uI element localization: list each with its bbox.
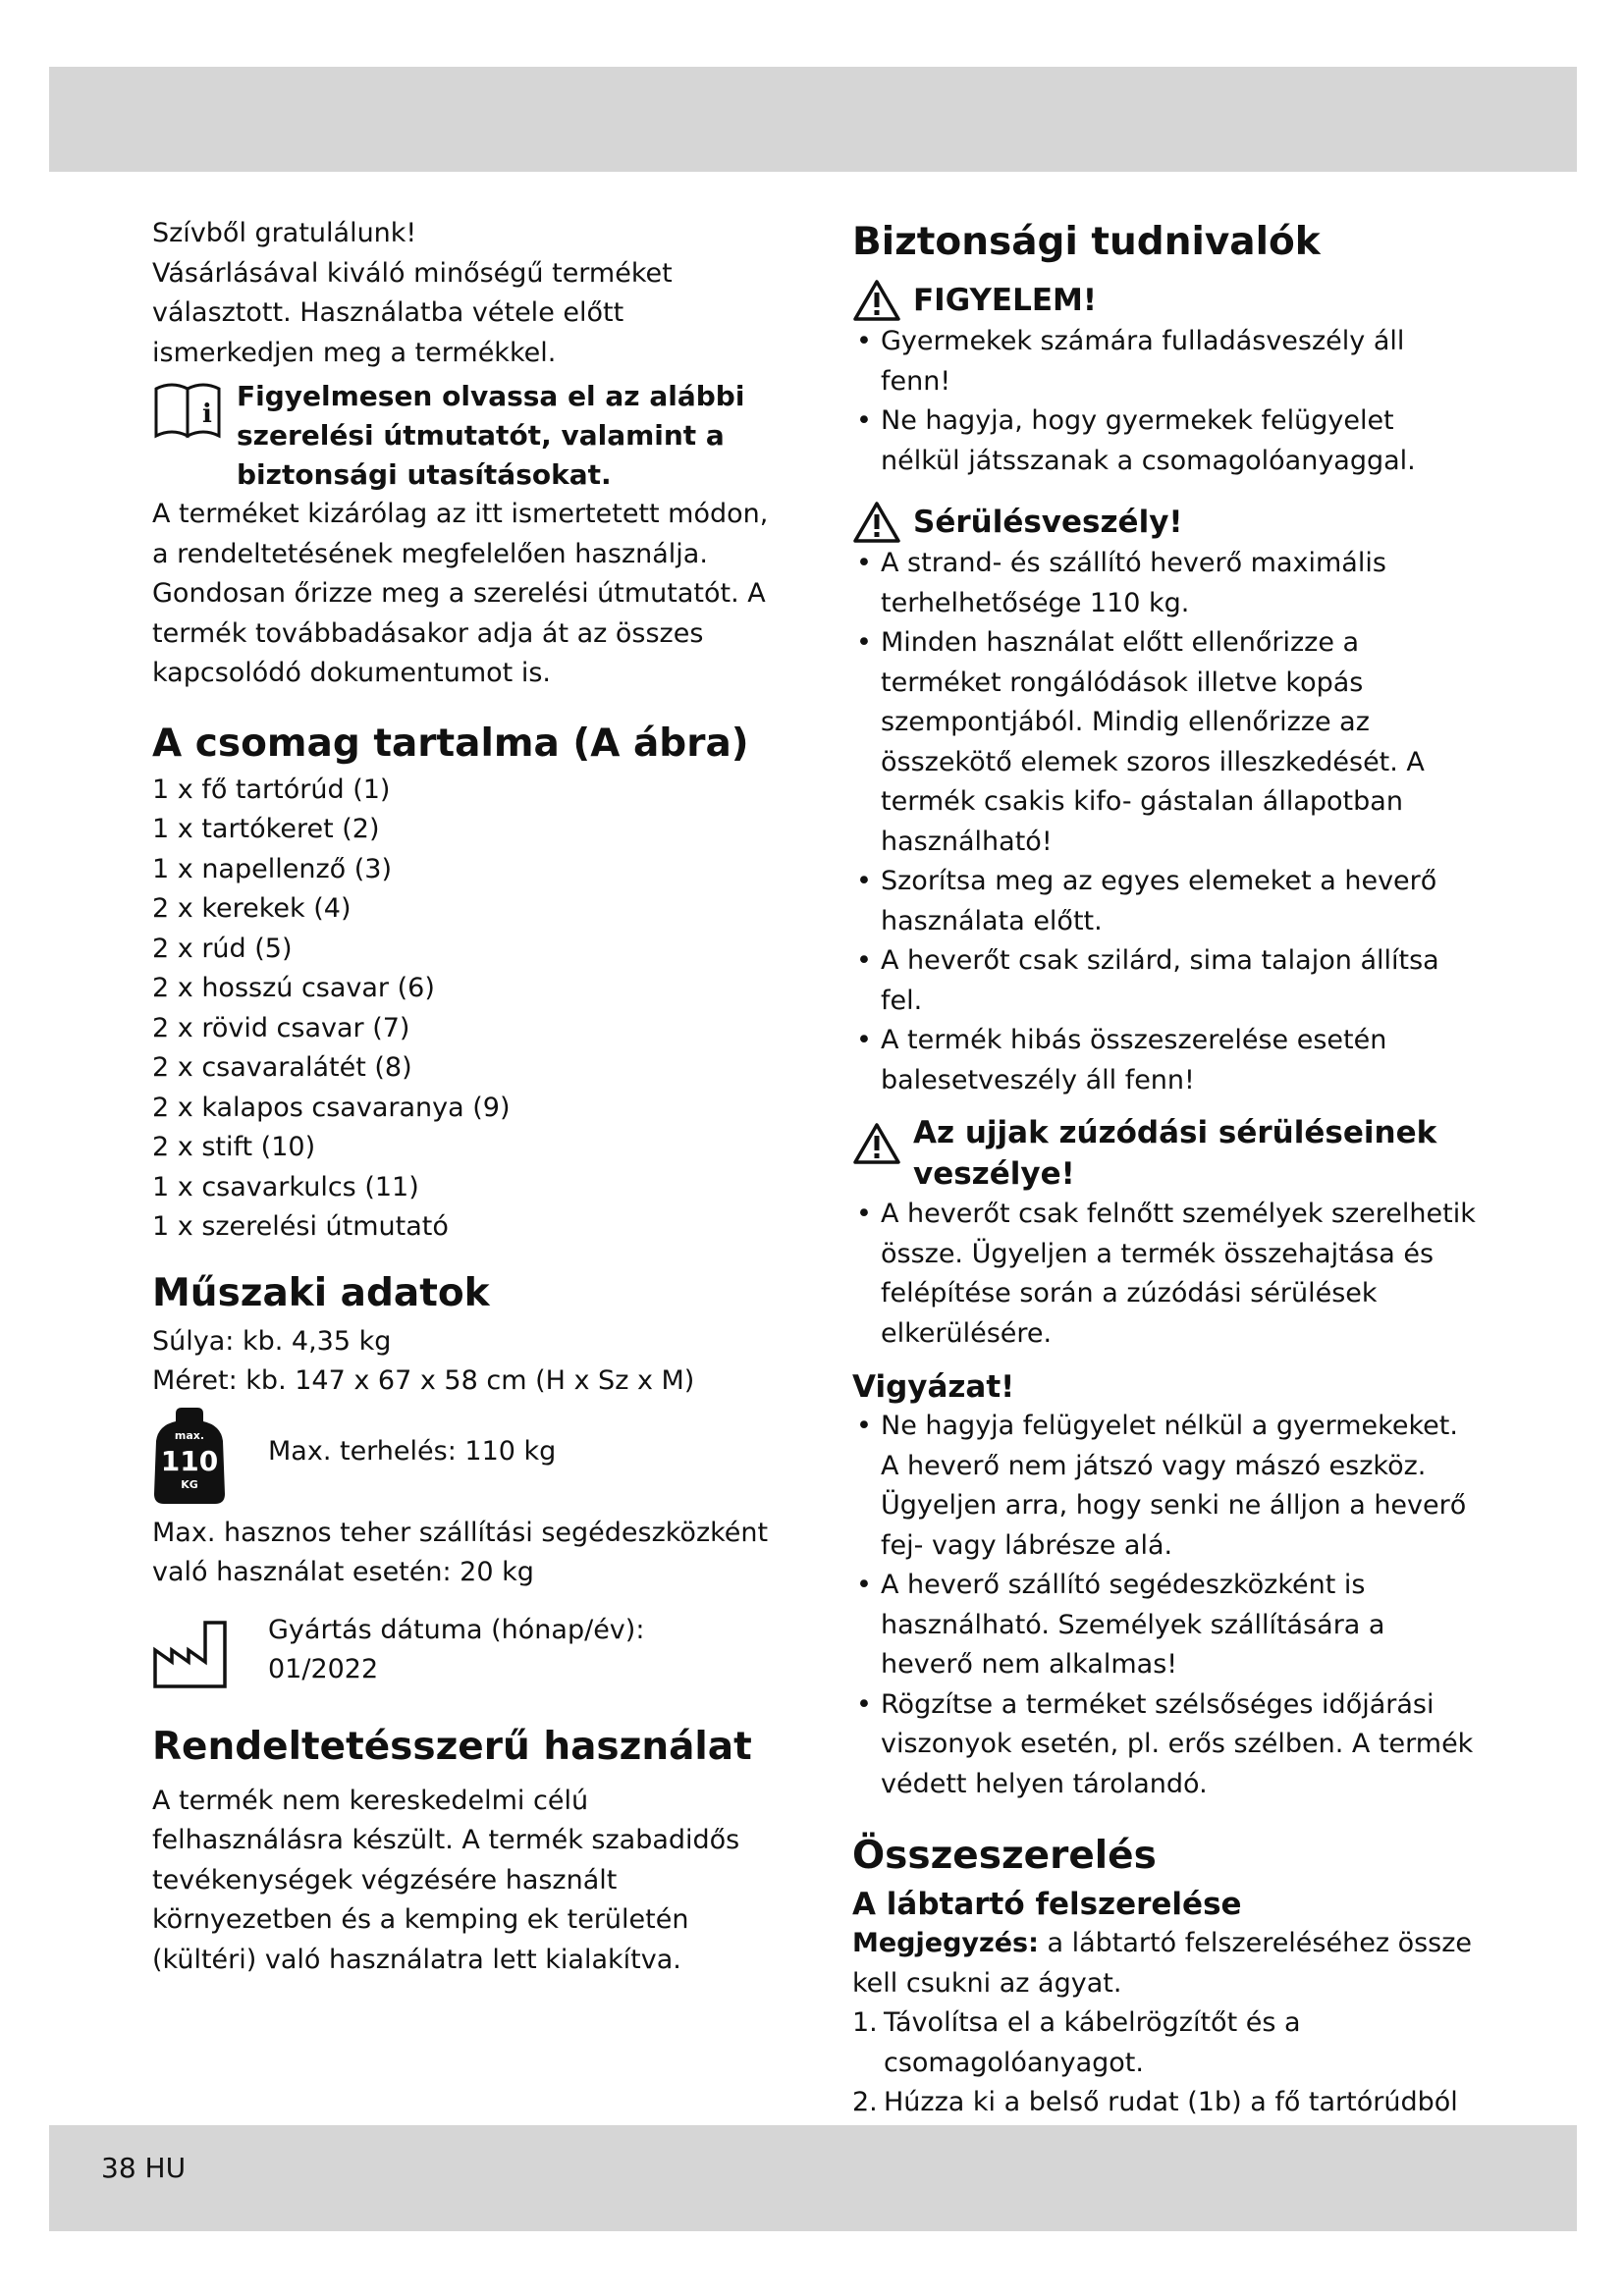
- assembly-note-text: a lábtartó felszereléséhez össze kell csukni az ágyat.: [852, 1928, 1473, 1999]
- step-text: Távolítsa el a kábelrögzítőt és a csomagolóanyagot.: [884, 2007, 1301, 2078]
- factory-icon: [152, 1611, 268, 1693]
- list-item: • Gyermekek számára fulladásveszély áll fenn!: [852, 322, 1481, 401]
- production-date-text: [268, 1611, 644, 1690]
- list-item: 2 x stift (10): [152, 1132, 316, 1162]
- contents-list: [152, 771, 773, 1248]
- assembly-note: [852, 1924, 1481, 2003]
- list-item: 2 x rövid csavar (7): [152, 1012, 410, 1043]
- intended-title: Rendeltetésszerű használat: [152, 1724, 752, 1769]
- list-item: • A heverőt csak felnőtt személyek szerelhetik össze. Ügyeljen a termék összehajtása és felépítése során a zúzódási sérülések elkerülésére.: [852, 1195, 1481, 1354]
- warning-list-1: [852, 322, 1481, 481]
- list-item: • A heverőt csak szilárd, sima talajon állítsa fel.: [852, 941, 1481, 1021]
- read-manual-text: Figyelmesen olvassa el az alábbi szerelési útmutatót, valamint a biztonsági utasításokat.: [237, 380, 745, 491]
- weight-icon: [152, 1408, 268, 1510]
- max-load-row: [152, 1408, 773, 1510]
- tech-size: Méret: kb. 147 x 67 x 58 cm (H x Sz x M): [152, 1365, 695, 1396]
- list-item: 2 x hosszú csavar (6): [152, 973, 435, 1003]
- list-item: • Szorítsa meg az egyes elemeket a heverő használata előtt.: [852, 862, 1481, 941]
- warning-triangle-icon: [852, 279, 901, 322]
- list-item: • Rögzítse a terméket szélsőséges időjárási viszonyok esetén, pl. erős szélben. A termék védett helyen tárolandó.: [852, 1685, 1481, 1805]
- list-item: 1 x fő tartórúd (1): [152, 774, 391, 805]
- warning-heading-1: [852, 279, 1481, 322]
- caution-list: [852, 1407, 1481, 1804]
- contents-title: A csomag tartalma (A ábra): [152, 721, 749, 766]
- right-column: [852, 214, 1481, 2163]
- list-item: • Ne hagyja felügyelet nélkül a gyermekeket. A heverő nem játszó vagy mászó eszköz. Ügyeljen arra, hogy senki ne álljon a heverő fej- vagy lábrésze alá.: [852, 1407, 1481, 1566]
- svg-text:i: i: [202, 400, 212, 429]
- list-item: 1 x napellenző (3): [152, 853, 392, 884]
- list-item: • A heverő szállító segédeszközként is használható. Személyek szállítására a heverő nem alkalmas!: [852, 1566, 1481, 1685]
- intro-congrats: Szívből gratulálunk!: [152, 218, 417, 248]
- transport-load-text: Max. hasznos teher szállítási segédeszközként való használat esetén: 20 kg: [152, 1517, 769, 1587]
- weight-icon-top: max.: [174, 1428, 205, 1442]
- list-item: • Minden használat előtt ellenőrizze a terméket rongálódások illetve kopás szempontjából. Mindig ellenőrizze az összekötő elemek szoros illeszkedését. A termék csakis kifo- gástalan állapotban használható!: [852, 623, 1481, 862]
- step-text: Húzza ki a belső rudat (1b) a fő tartórúdból: [884, 2087, 1458, 2117]
- assembly-title: Összeszerelés: [852, 1834, 1157, 1878]
- list-item: 2 x rúd (5): [152, 933, 293, 964]
- intro-text: Vásárlásával kiváló minőségű terméket választott. Használatba vétele előtt ismerkedjen meg a termékkel.: [152, 257, 673, 368]
- list-item: • Ne hagyja, hogy gyermekek felügyelet nélkül játsszanak a csomagolóanyaggal.: [852, 401, 1481, 481]
- warning-list-2: [852, 544, 1481, 1100]
- tech-title: Műszaki adatok: [152, 1270, 490, 1315]
- list-item: 1 x tartókeret (2): [152, 814, 380, 844]
- warning-triangle-icon: [852, 501, 901, 544]
- list-item: 1 x csavarkulcs (11): [152, 1171, 419, 1202]
- footer-band: [49, 2125, 1577, 2231]
- list-item: 1 x szerelési útmutató: [152, 1211, 449, 1242]
- warning-title-2: Sérülésveszély!: [913, 505, 1183, 540]
- warning-heading-3: [852, 1112, 1481, 1195]
- step-number: 2.: [852, 2087, 878, 2117]
- caution-title: Vigyázat!: [852, 1369, 1015, 1405]
- list-item: • A termék hibás összeszerelése esetén balesetveszély áll fenn!: [852, 1021, 1481, 1100]
- step-number: 1.: [852, 2007, 878, 2038]
- production-label: Gyártás dátuma (hónap/év):: [268, 1614, 645, 1645]
- tech-weight: Súlya: kb. 4,35 kg: [152, 1325, 392, 1357]
- warning-title-1: FIGYELEM!: [913, 283, 1098, 318]
- production-date-row: [152, 1611, 773, 1693]
- page-number: 38 HU: [101, 2152, 187, 2184]
- weight-icon-unit: KG: [181, 1477, 198, 1491]
- read-manual-icon: [152, 377, 237, 444]
- list-item: 2 x csavaralátét (8): [152, 1052, 412, 1083]
- warning-triangle-icon: [852, 1122, 901, 1165]
- read-manual-notice: [152, 377, 773, 495]
- production-value: 01/2022: [268, 1654, 379, 1684]
- max-load-text: Max. terhelés: 110 kg: [268, 1436, 557, 1468]
- left-column: [152, 214, 773, 1980]
- list-item: 2 x kerekek (4): [152, 893, 352, 924]
- warning-title-3: Az ujjak zúzódási sérüléseinek veszélye!: [913, 1115, 1437, 1192]
- intended-text: A termék nem kereskedelmi célú felhasználásra készült. A termék szabadidős tevékenységek végzésére használt környezetben és a kemping ek területén (kültéri) való használatra lett kialakítva.: [152, 1785, 740, 1975]
- list-item: 2 x kalapos csavaranya (9): [152, 1092, 511, 1123]
- list-item: • A strand- és szállító heverő maximális terhelhetősége 110 kg.: [852, 544, 1481, 623]
- list-item: [852, 2003, 1481, 2083]
- warning-heading-2: [852, 501, 1481, 544]
- warning-list-3: [852, 1195, 1481, 1354]
- weight-icon-value: 110: [160, 1444, 219, 1477]
- safety-title: Biztonsági tudnivalók: [852, 220, 1321, 264]
- header-band: [49, 67, 1577, 172]
- assembly-note-label: Megjegyzés:: [852, 1928, 1039, 1958]
- assembly-subtitle: A lábtartó felszerelése: [852, 1887, 1242, 1922]
- intro-usage: A terméket kizárólag az itt ismertetett módon, a rendeltetésének megfelelően használja. Gondosan őrizze meg a szerelési útmutatót. A termék továbbadásakor adja át az összes kapcsolódó dokumentumot is.: [152, 499, 769, 688]
